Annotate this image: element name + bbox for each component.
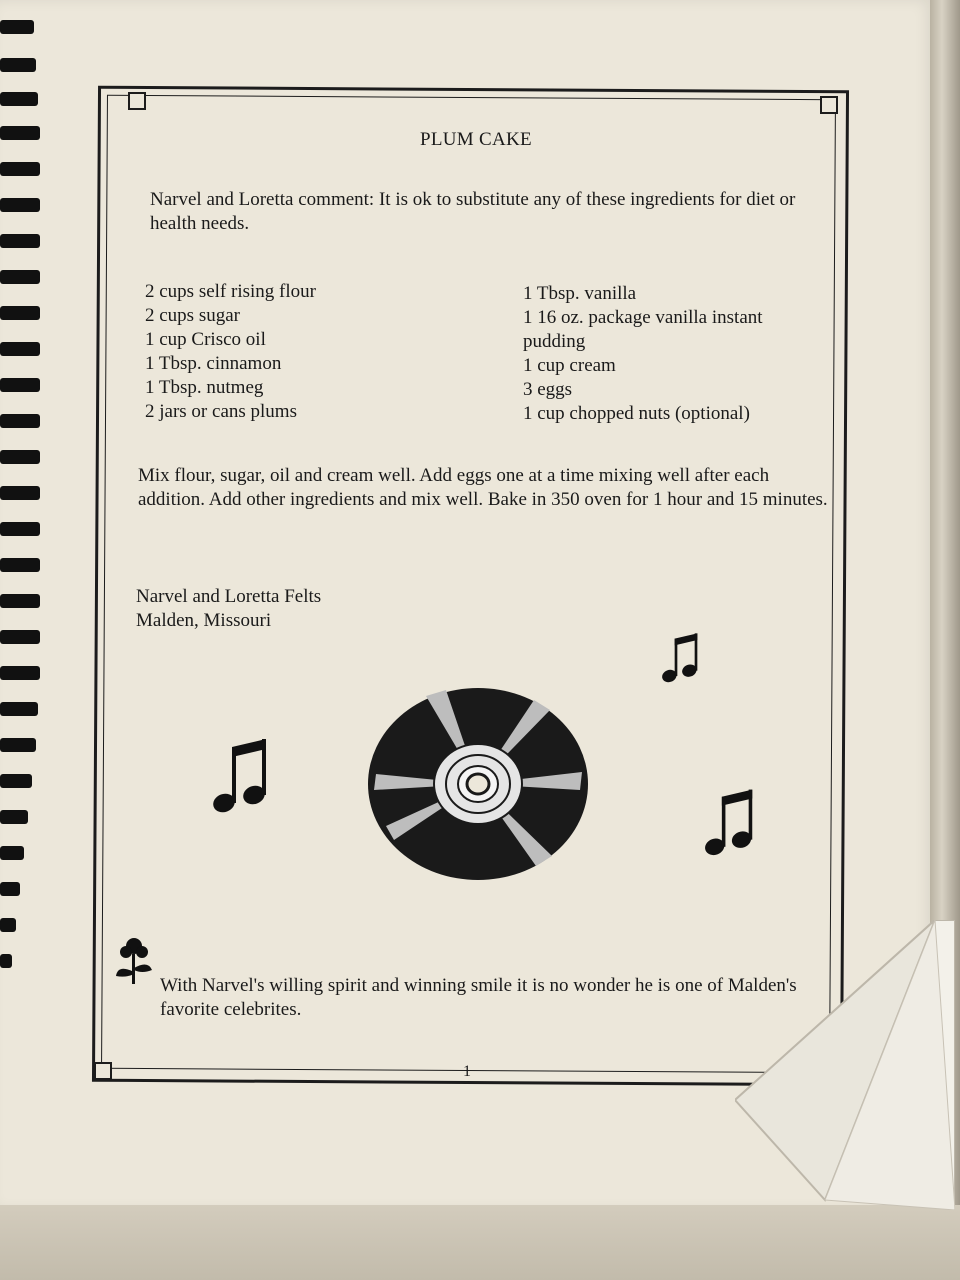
spiral-binding-icon — [0, 0, 60, 1280]
ingredient-item: 2 cups self rising flour — [145, 281, 316, 302]
ingredient-item: 1 cup cream — [523, 355, 616, 376]
border-corner — [128, 92, 146, 110]
ingredient-item: 1 Tbsp. nutmeg — [145, 377, 264, 398]
ingredient-item: 1 Tbsp. vanilla — [523, 283, 637, 304]
compact-disc-icon — [366, 686, 590, 882]
ingredient-item: 3 eggs — [523, 379, 573, 400]
flower-icon — [112, 934, 156, 990]
ingredient-item: 1 16 oz. package vanilla instant — [523, 307, 763, 328]
recipe-footnote: With Narvel's willing spirit and winning smile it is no wonder he is one of Malden's favorite celebrites. — [160, 975, 797, 1020]
music-note-icon — [700, 786, 758, 862]
music-note-icon — [210, 735, 270, 820]
page-border-inner — [101, 95, 836, 1073]
ingredient-item: 1 cup chopped nuts (optional) — [523, 403, 750, 424]
author-name: Narvel and Loretta Felts — [136, 586, 322, 607]
ingredients-left — [145, 280, 485, 424]
recipe-instructions: Mix flour, sugar, oil and cream well. Add eggs one at a time mixing well after each addition. Add other ingredients and mix well. Bake in 350 oven for 1 hour and 15 minutes. — [138, 465, 828, 510]
folded-page-corner — [735, 920, 955, 1210]
border-corner — [94, 1062, 112, 1080]
ingredients-right — [523, 282, 813, 426]
page-number: 1 — [463, 1063, 471, 1080]
recipe-comment: Narvel and Loretta comment: It is ok to substitute any of these ingredients for diet or health needs. — [150, 189, 796, 234]
recipe-author — [136, 585, 321, 633]
ingredient-item: 1 Tbsp. cinnamon — [145, 353, 282, 374]
music-note-icon — [660, 626, 700, 692]
border-corner — [820, 96, 838, 114]
ingredient-item: 2 cups sugar — [145, 305, 240, 326]
ingredient-item: 2 jars or cans plums — [145, 401, 297, 422]
ingredient-item: 1 cup Crisco oil — [145, 329, 266, 350]
ingredient-item: pudding — [523, 331, 586, 352]
recipe-title: PLUM CAKE — [420, 129, 532, 150]
page-bottom-shadow — [0, 1205, 960, 1280]
author-location: Malden, Missouri — [136, 610, 272, 631]
